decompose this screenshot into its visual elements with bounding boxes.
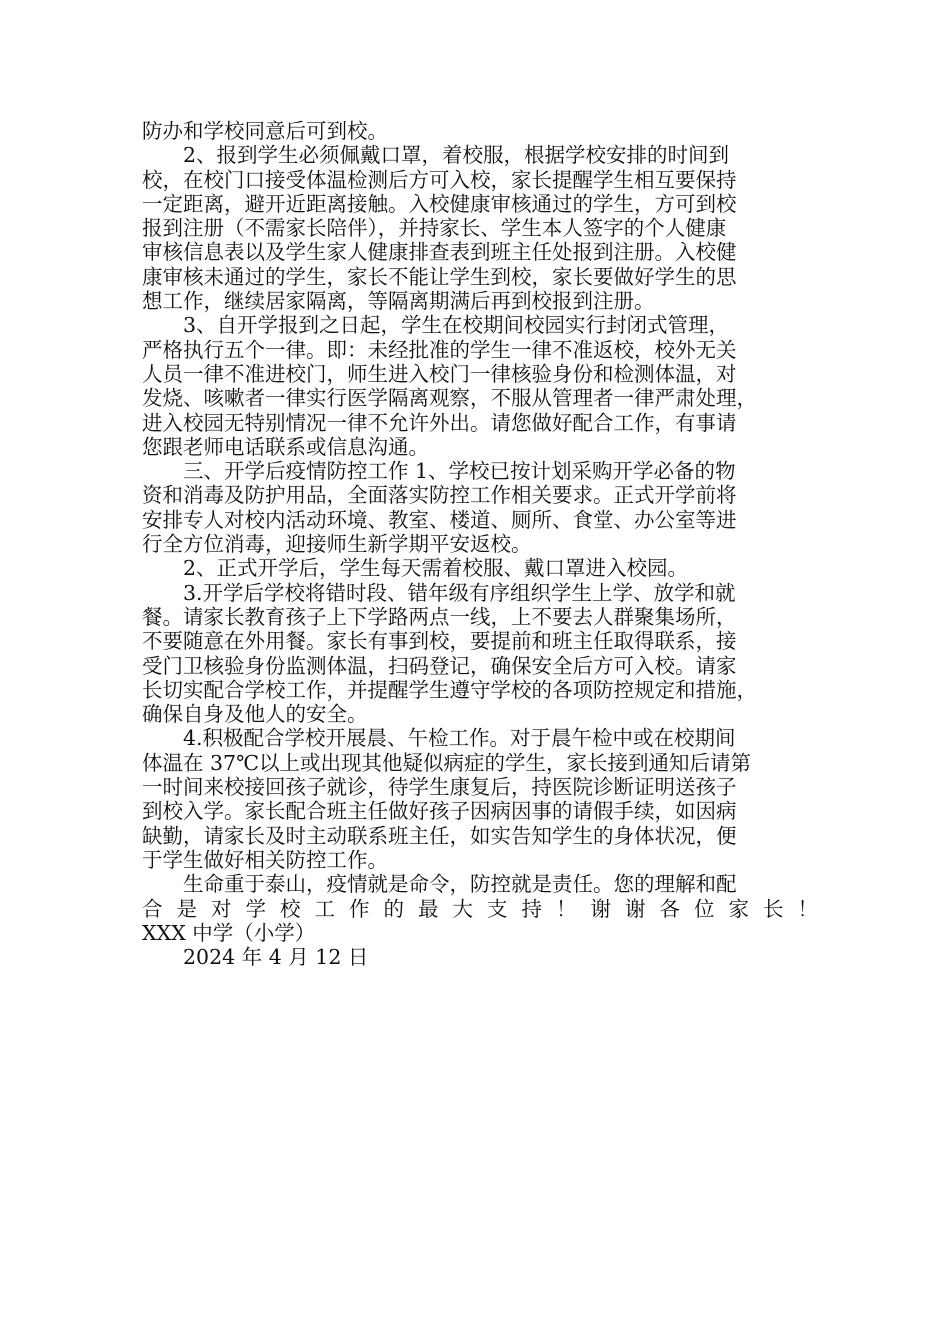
text-line: 3.开学后学校将错时段、错年级有序组织学生上学、放学和就 (142, 580, 736, 605)
text-line: 严格执行五个一律。即：未经批准的学生一律不准返校，校外无关 (142, 337, 737, 362)
text-line: 校，在校门口接受体温检测后方可入校，家长提醒学生相互要保持 (142, 167, 737, 192)
text-line: 不要随意在外用餐。家长有事到校，要提前和班主任取得联系，接 (142, 629, 737, 654)
text-line: 人员一律不准进校门，师生进入校门一律核验身份和检测体温，对 (142, 361, 737, 386)
text-line: 受门卫核验身份监测体温，扫码登记，确保安全后方可入校。请家 (142, 653, 737, 678)
text-line: 想工作，继续居家隔离，等隔离期满后再到校报到注册。 (142, 289, 655, 314)
signature-date: 2024 年 4 月 12 日 (142, 945, 369, 970)
text-line: 发烧、咳嗽者一律实行医学隔离观察，不服从管理者一律严肃处理， (142, 386, 757, 411)
text-line: 防办和学校同意后可到校。 (142, 119, 388, 143)
text-line: 到校入学。家长配合班主任做好孩子因病因事的请假手续，如因病 (142, 799, 737, 824)
text-line: 确保自身及他人的安全。 (142, 702, 368, 727)
text-line: 进入校园无特别情况一律不允许外出。请您做好配合工作，有事请 (142, 410, 737, 435)
text-line: 一定距离，避开近距离接触。入校健康审核通过的学生，方可到校 (142, 191, 737, 216)
text-line: 4.积极配合学校开展晨、午检工作。对于晨午检中或在校期间 (142, 726, 736, 751)
text-line: 一时间来校接回孩子就诊，待学生康复后，持医院诊断证明送孩子 (142, 775, 737, 800)
signature-school: XXX 中学（小学） (142, 920, 316, 945)
text-line: 缺勤，请家长及时主动联系班主任，如实告知学生的身体状况，便 (142, 823, 737, 848)
text-line: 于学生做好相关防控工作。 (142, 847, 388, 872)
document-body (142, 119, 818, 969)
text-line: 三、开学后疫情防控工作 1、学校已按计划采购开学必备的物 (142, 459, 736, 484)
text-line: 2、报到学生必须佩戴口罩，着校服，根据学校安排的时间到 (142, 143, 730, 168)
text-line: 审核信息表以及学生家人健康排查表到班主任处报到注册。入校健 (142, 240, 737, 265)
text-line: 康审核未通过的学生，家长不能让学生到校，家长要做好学生的思 (142, 264, 737, 289)
text-line: 体温在 37℃以上或出现其他疑似病症的学生，家长接到通知后请第 (142, 750, 752, 775)
text-line: 安排专人对校内活动环境、教室、楼道、厕所、食堂、办公室等进 (142, 507, 737, 532)
text-line: 生命重于泰山，疫情就是命令，防控就是责任。您的理解和配 (142, 872, 737, 897)
text-line: 餐。请家长教育孩子上下学路两点一线，上不要去人群聚集场所， (142, 604, 737, 629)
text-line: 长切实配合学校工作，并提醒学生遵守学校的各项防控规定和措施， (142, 677, 757, 702)
text-line: 2、正式开学后，学生每天需着校服、戴口罩进入校园。 (142, 556, 689, 581)
text-line: 行全方位消毒，迎接师生新学期平安返校。 (142, 532, 532, 557)
text-line: 报到注册（不需家长陪伴），并持家长、学生本人签字的个人健康 (142, 216, 727, 241)
text-line: 3、自开学报到之日起，学生在校期间校园实行封闭式管理， (142, 313, 730, 338)
text-line: 您跟老师电话联系或信息沟通。 (142, 434, 429, 459)
text-line: 合是对学校工作的最大支持！谢谢各位家长！ (142, 896, 818, 921)
text-line: 资和消毒及防护用品，全面落实防控工作相关要求。正式开学前将 (142, 483, 737, 508)
